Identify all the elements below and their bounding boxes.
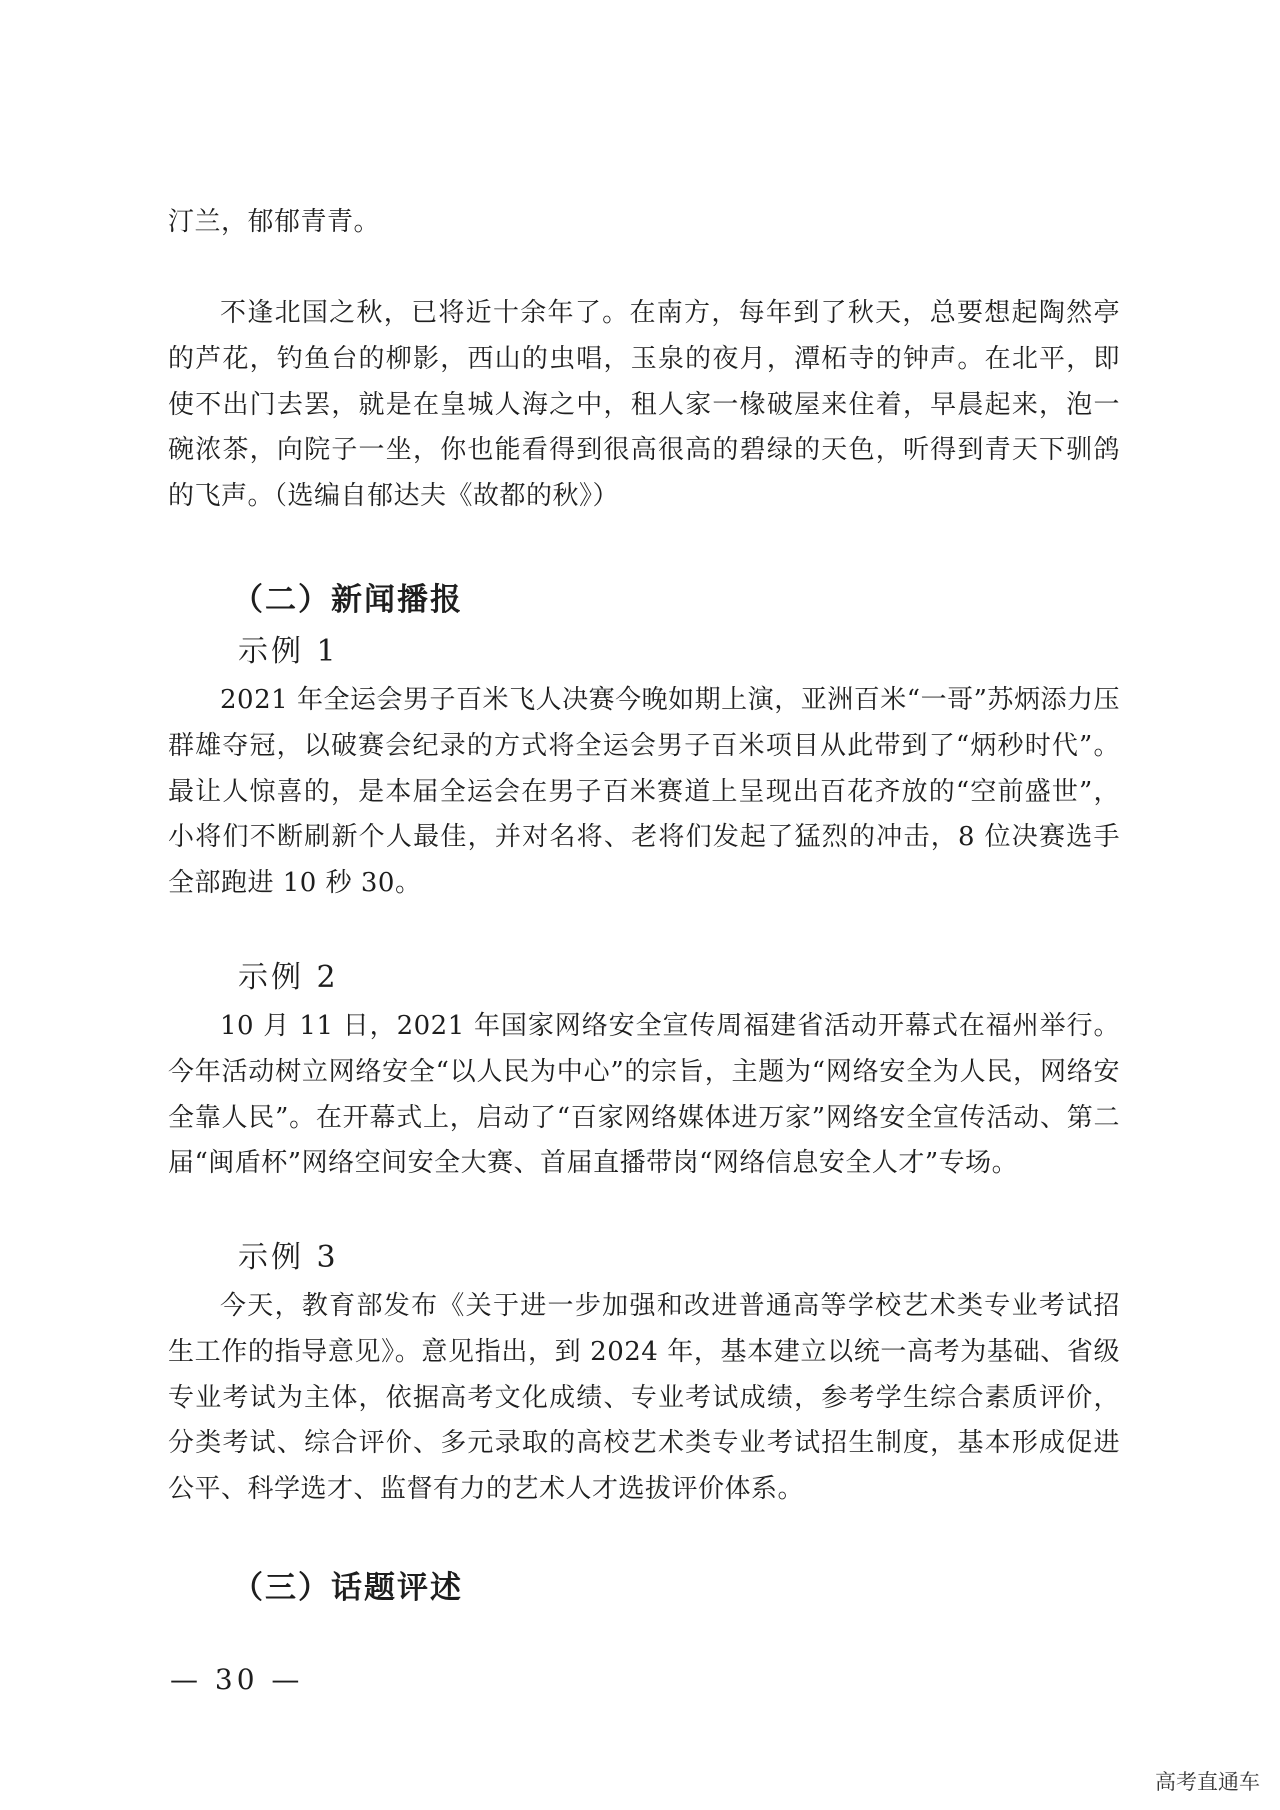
section-two-heading: （二）新闻播报 [232, 582, 463, 618]
example-2-text: 10 月 11 日，2021 年国家网络安全宣传周福建省活动开幕式在福州举行。今年活动树立网络安全“以人民为中心”的宗旨，主题为“网络安全为人民，网络安全靠人民”。在开幕式上，启动了“百家网络媒体进万家”网络安全宣传活动、第二届“闽盾杯”网络空间安全大赛、首届直播带岗“网络信息安全人才”专场。 [168, 1011, 1120, 1179]
example-1-text: 2021 年全运会男子百米飞人决赛今晚如期上演，亚洲百米“一哥”苏炳添力压群雄夺冠，以破赛会纪录的方式将全运会男子百米项目从此带到了“炳秒时代”。最让人惊喜的，是本届全运会在男子百米赛道上呈现出百花齐放的“空前盛世”，小将们不断刷新个人最佳，并对名将、老将们发起了猛烈的冲击，8 位决赛选手全部跑进 10 秒 30。 [168, 685, 1120, 899]
example-3-text: 今天，教育部发布《关于进一步加强和改进普通高等学校艺术类专业考试招生工作的指导意见》。意见指出，到 2024 年，基本建立以统一高考为基础、省级专业考试为主体，依据高考文化成绩、专业考试成绩，参考学生综合素质评价，分类考试、综合评价、多元录取的高校艺术类专业考试招生制度，基本形成促进公平、科学选才、监督有力的艺术人才选拔评价体系。 [168, 1291, 1120, 1505]
section-three-heading: （三）话题评述 [232, 1570, 463, 1606]
watermark-text: 高考直通车 [1155, 1770, 1260, 1794]
page-number: — 30 — [170, 1663, 304, 1696]
autumn-paragraph: 不逢北国之秋，已将近十余年了。在南方，每年到了秋天，总要想起陶然亭的芦花，钓鱼台的柳影，西山的虫唱，玉泉的夜月，潭柘寺的钟声。在北平，即使不出门去罢，就是在皇城人海之中，租人家一椽破屋来住着，早晨起来，泡一碗浓茶，向院子一坐，你也能看得到很高很高的碧绿的天色，听得到青天下驯鸽的飞声。（选编自郁达夫《故都的秋》） [168, 298, 1120, 512]
top-fragment-text: 汀兰，郁郁青青。 [168, 207, 381, 237]
example-3-label: 示例 3 [238, 1240, 339, 1275]
example-1-label: 示例 1 [238, 634, 339, 669]
example-2-label: 示例 2 [238, 960, 339, 995]
